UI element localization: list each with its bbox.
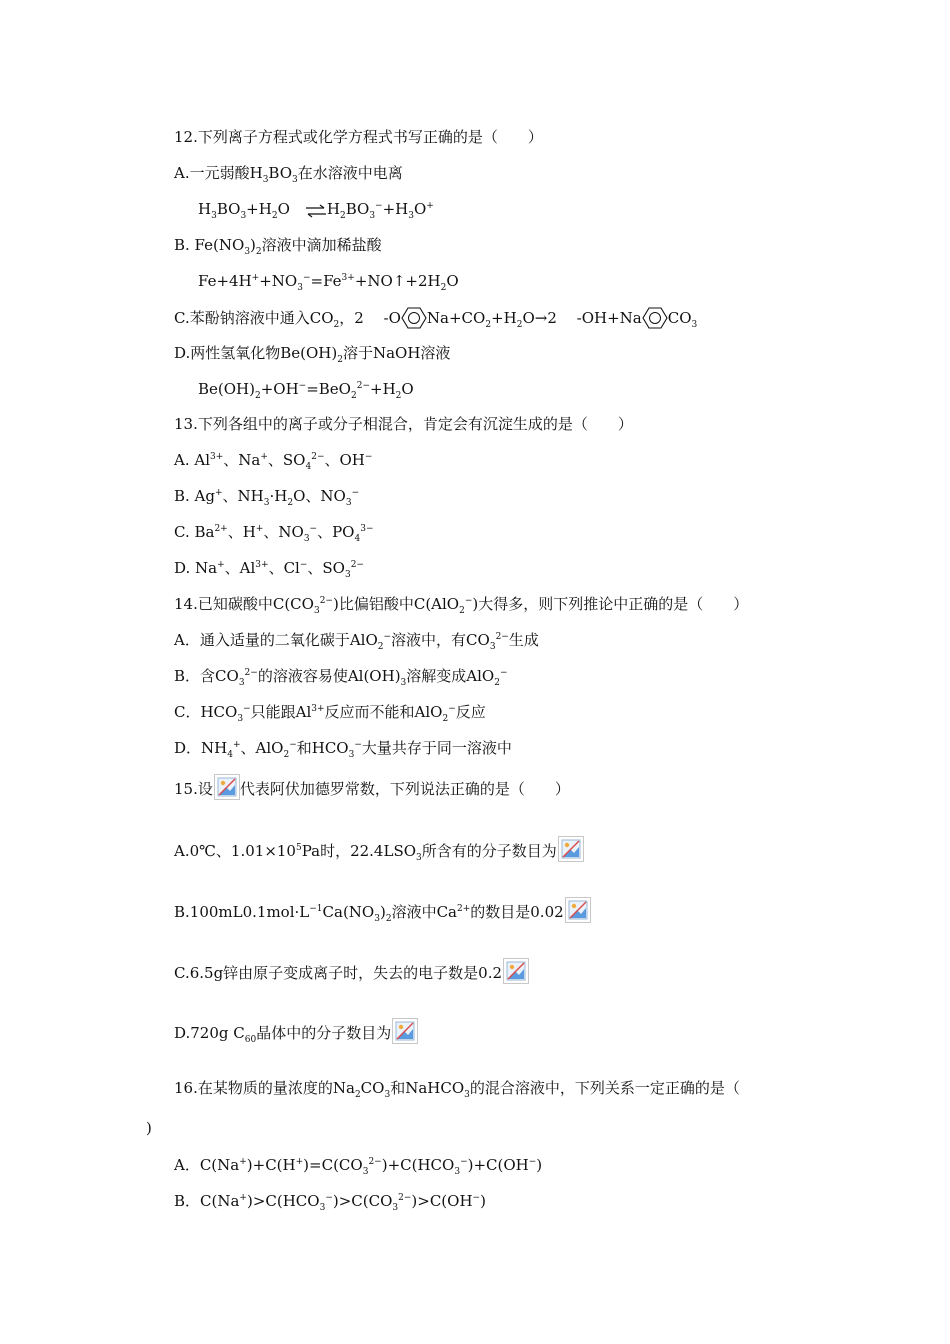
q14-stem: 14.已知碳酸中$C(CO_3^{2-})$比偏铝酸中C(AlO$_2$−)大得多，则下列推论中正确的是（ ） [174,595,749,616]
q12-option-a: A.一元弱酸$H_3BO_3$在水溶液中电离 [174,164,403,185]
broken-image-icon [558,836,584,862]
broken-image-icon [214,774,240,800]
q14-option-d: D．$NH_4^+$、AlO$_2$−和$HCO_3^-$大量共存于同一溶液中 [174,739,512,760]
q12-option-b: B. $Fe(NO_3)_2$溶液中滴加稀盐酸 [174,236,382,257]
q12-option-c: C.苯酚钠溶液中通入$CO_2$，2 -O $Na+CO_2+H_2O\to 2$ -OH+Na $CO_3$ [174,309,698,330]
q14-option-a: A．通入适量的二氧化碳于AlO$_2$−溶液中，有$CO_3^{2-}$生成 [174,631,539,652]
q15-option-c: C.6.5g锌由原子变成离子时，失去的电子数是0.2 [174,958,529,984]
q16-stem: 16.在某物质的量浓度的$Na_2CO_3$和NaHCO$_3$的混合溶液中，下列关系一定正确的是（ [174,1079,740,1100]
equilibrium-arrow-icon [305,204,327,218]
q13-option-b: B. Ag+、$NH_3\cdot H_2O$、$NO_3^-$ [174,487,360,508]
q12-equation-b: $Fe+4H^++NO_3^-=Fe^{3+}+NO↑+2H_2O$ [198,272,459,293]
q13-stem: 13.下列各组中的离子或分子相混合，肯定会有沉淀生成的是（ ） [174,415,633,433]
q16-stem-close: ) [146,1119,152,1137]
q13-option-c: C. $Ba^{2+}$、H+、$NO_3^-$、$PO_4^{3-}$ [174,523,374,544]
benzene-ring-icon [642,307,668,329]
q15-option-d: D.720g $C_{60}$晶体中的分子数目为 [174,1018,418,1044]
q16-option-b: B．$C(Na^+)>C(HCO_3^-)>C(CO_3^{2-})>C(OH^-)$ [174,1192,486,1213]
q12-option-d: D.两性氢氧化物$Be(OH)_2$溶于NaOH溶液 [174,344,451,365]
q13-option-a: A. $Al^{3+}$、Na+、$SO_4^{2-}$、OH− [174,451,373,472]
q12-stem: 12.下列离子方程式或化学方程式书写正确的是（ ） [174,128,543,146]
q15-stem: 15.设 代表阿伏加德罗常数，下列说法正确的是（ ） [174,774,570,800]
q12-equation-a: $H_3BO_3+H_2O$ $H_2BO_3^-+H_3O^+$ [198,200,434,221]
broken-image-icon [503,958,529,984]
broken-image-icon [565,897,591,923]
q14-option-c: C．$HCO_3^-$只能跟$Al^{3+}$反应而不能和AlO$_2$−反应 [174,703,486,724]
q14-option-b: B．含$CO_3^{2-}$的溶液容易使$Al(OH)_3$溶解变成AlO$_2$− [174,667,508,688]
q12-equation-d: $Be(OH)_2+OH^-=BeO_2^{2-}+H_2O$ [198,380,414,401]
q13-option-d: D. Na+、$Al^{3+}$、Cl−、$SO_3^{2-}$ [174,559,364,580]
q16-option-a: A．$C(Na^+)+C(H^+)=C(CO_3^{2-})+C(HCO_3^-)+C(OH^-)$ [174,1156,543,1177]
broken-image-icon [392,1018,418,1044]
q15-option-a: A.0℃、$1.01\times 10^5Pa$时，$22.4LSO_3$所含有的分子数目为 [174,836,584,862]
q15-option-b: $B.100mL0.1mol\cdot L^{-1}Ca(NO_3)_2$溶液中$Ca^{2+}$的数目是0.02 [174,897,591,923]
benzene-ring-icon [401,307,427,329]
